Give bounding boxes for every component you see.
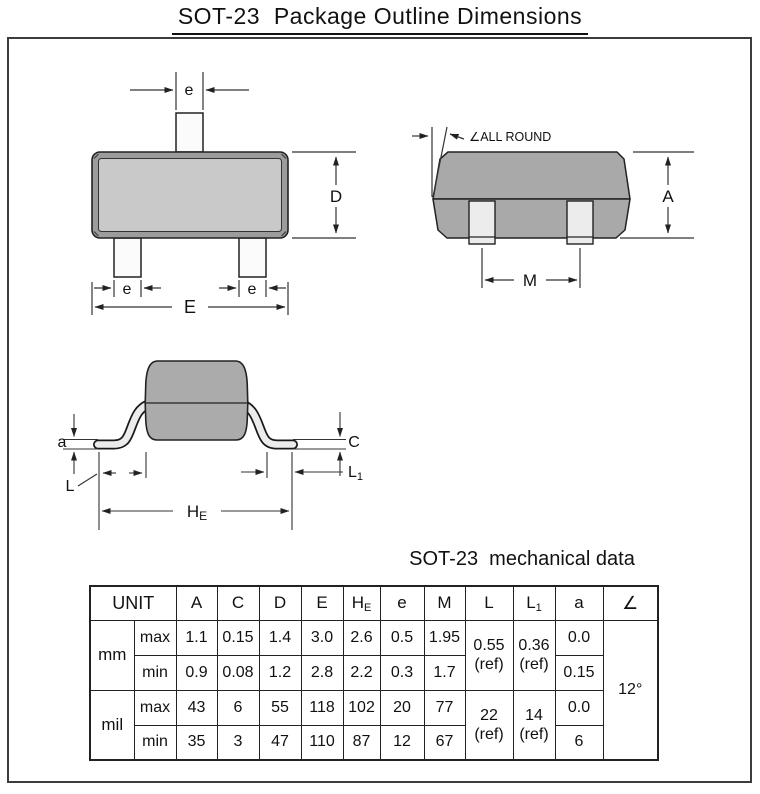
table-cell: 0.0 xyxy=(555,690,603,725)
package-top-view-shape xyxy=(92,113,288,277)
col-header-A: A xyxy=(176,586,217,620)
table-cell: 43 xyxy=(176,690,217,725)
table-cell: 3 xyxy=(217,725,259,760)
row-label: min xyxy=(134,655,176,690)
table-cell: 12 xyxy=(380,725,424,760)
table-cell-L-mm: 0.55 (ref) xyxy=(465,620,513,690)
table-cell: 0.9 xyxy=(176,655,217,690)
col-header-HE: $H_E$ xyxy=(343,586,380,620)
table-row xyxy=(90,690,658,725)
top-view-diagram xyxy=(55,60,365,320)
table-header-row xyxy=(90,586,658,620)
table-cell: 55 xyxy=(259,690,301,725)
col-header-e: e xyxy=(380,586,424,620)
table-cell-angle: 12° xyxy=(603,620,658,760)
dim-label-C: C xyxy=(348,434,360,451)
table-cell: 118 xyxy=(301,690,343,725)
table-cell: 1.1 xyxy=(176,620,217,655)
col-header-a: a xyxy=(555,586,603,620)
table-cell: 20 xyxy=(380,690,424,725)
table-cell-L1-mil: 14 (ref) xyxy=(513,690,555,760)
package-side-view-shape xyxy=(433,152,630,244)
table-row xyxy=(90,620,658,655)
table-cell: 0.15 xyxy=(217,620,259,655)
front-view-diagram xyxy=(50,340,390,540)
table-cell: 77 xyxy=(424,690,465,725)
package-body-front xyxy=(145,361,248,440)
dim-label-M: M xyxy=(522,271,538,290)
dim-label-e-bottom-left: e xyxy=(122,281,132,298)
table-cell: 0.3 xyxy=(380,655,424,690)
row-label: max xyxy=(134,620,176,655)
table-cell: 6 xyxy=(217,690,259,725)
table-cell: 2.2 xyxy=(343,655,380,690)
lead-top xyxy=(176,113,203,152)
all-round-note: ∠ALL ROUND xyxy=(469,130,552,144)
table-cell: 1.95 xyxy=(424,620,465,655)
package-body-inner xyxy=(99,159,282,232)
col-header-E: E xyxy=(301,586,343,620)
table-cell: 3.0 xyxy=(301,620,343,655)
table-cell: 67 xyxy=(424,725,465,760)
table-caption: SOT-23 mechanical data xyxy=(409,548,635,570)
table-cell: 2.6 xyxy=(343,620,380,655)
dim-label-e-top: e xyxy=(184,82,194,99)
dim-label-a: a xyxy=(57,434,67,451)
col-header-unit: UNIT xyxy=(90,586,176,620)
table-cell: 6 xyxy=(555,725,603,760)
unit-cell-mm: mm xyxy=(90,620,134,690)
col-header-angle: ∠ xyxy=(603,586,658,620)
table-cell: 0.15 xyxy=(555,655,603,690)
dim-label-e-bottom-right: e xyxy=(247,281,257,298)
col-header-C: C xyxy=(217,586,259,620)
col-header-M: M xyxy=(424,586,465,620)
col-header-L: L xyxy=(465,586,513,620)
unit-cell-mil: mil xyxy=(90,690,134,760)
table-cell: 110 xyxy=(301,725,343,760)
lead-bottom-right xyxy=(239,238,266,277)
table-cell: 1.4 xyxy=(259,620,301,655)
lead-bottom-left xyxy=(114,238,141,277)
col-header-L1: $L_1$ xyxy=(513,586,555,620)
col-header-D: D xyxy=(259,586,301,620)
package-top-face xyxy=(433,152,630,199)
page-title-text: SOT-23 Package Outline Dimensions xyxy=(172,3,588,35)
table-cell-L-mil: 22 (ref) xyxy=(465,690,513,760)
table-row xyxy=(90,655,658,690)
side-view-diagram xyxy=(395,105,730,300)
dim-label-L: L xyxy=(65,478,75,495)
row-label: min xyxy=(134,725,176,760)
table-cell: 1.2 xyxy=(259,655,301,690)
table-cell: 2.8 xyxy=(301,655,343,690)
dim-label-L1: L1 xyxy=(348,464,364,483)
page-title xyxy=(0,3,760,35)
table-cell: 1.7 xyxy=(424,655,465,690)
mechanical-data-table xyxy=(89,585,659,761)
table-cell: 0.5 xyxy=(380,620,424,655)
table-cell: 0.0 xyxy=(555,620,603,655)
dim-label-HE: HE xyxy=(186,502,208,523)
dim-label-E: E xyxy=(183,297,197,317)
dim-label-A: A xyxy=(662,187,674,206)
table-cell: 87 xyxy=(343,725,380,760)
table-row xyxy=(90,725,658,760)
table-cell: 35 xyxy=(176,725,217,760)
package-front-face xyxy=(433,199,630,238)
dim-label-D: D xyxy=(329,187,343,206)
table-cell: 0.08 xyxy=(217,655,259,690)
table-cell: 47 xyxy=(259,725,301,760)
table-cell: 102 xyxy=(343,690,380,725)
table-cell-L1-mm: 0.36 (ref) xyxy=(513,620,555,690)
row-label: max xyxy=(134,690,176,725)
